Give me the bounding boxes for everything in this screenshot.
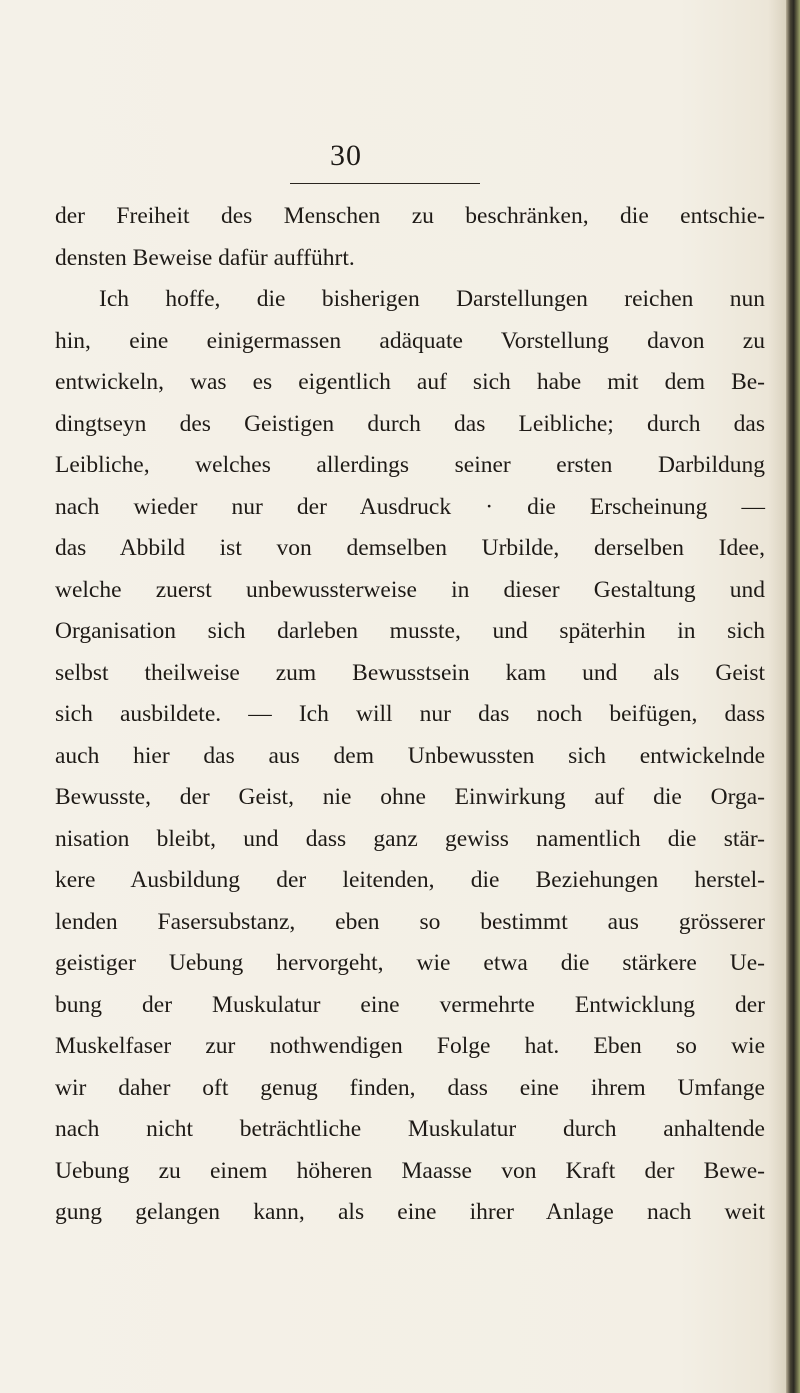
text-line: gung gelangen kann, als eine ihrer Anlage nach weit: [55, 1199, 765, 1225]
text-line: lenden Fasersubstanz, eben so bestimmt aus grösserer: [55, 908, 765, 935]
text-line: welche zuerst unbewussterweise in dieser Gestaltung und: [55, 576, 765, 603]
text-line: sich ausbildete. — Ich will nur das noch beifügen, dass: [55, 701, 765, 727]
text-line: auch hier das aus dem Unbewussten sich entwickelnde: [55, 742, 765, 769]
body-text: [55, 196, 765, 1234]
text-line: hin, eine einigermassen adäquate Vorstellung davon zu: [55, 327, 765, 354]
text-line: densten Beweise dafür aufführt.: [55, 244, 355, 271]
text-line: bung der Muskulatur eine vermehrte Entwicklung der: [55, 991, 765, 1018]
text-line: nach wieder nur der Ausdruck · die Erscheinung —: [55, 493, 765, 520]
text-line: wir daher oft genug finden, dass eine ihrem Umfange: [55, 1074, 765, 1101]
text-line: dingtseyn des Geistigen durch das Leibliche; durch das: [55, 410, 765, 437]
page-number: 30: [330, 139, 362, 172]
text-line: Organisation sich darleben musste, und späterhin in sich: [55, 618, 765, 644]
text-line: nach nicht beträchtliche Muskulatur durch anhaltende: [55, 1116, 765, 1142]
text-line: das Abbild ist von demselben Urbilde, derselben Idee,: [55, 535, 765, 561]
text-line: Bewusste, der Geist, nie ohne Einwirkung auf die Orga-: [55, 784, 765, 810]
text-line: geistiger Uebung hervorgeht, wie etwa die stärkere Ue-: [55, 950, 765, 976]
text-line: kere Ausbildung der leitenden, die Beziehungen herstel-: [55, 867, 765, 893]
text-line: selbst theilweise zum Bewusstsein kam und als Geist: [55, 659, 765, 686]
text-line: entwickeln, was es eigentlich auf sich habe mit dem Be-: [55, 369, 765, 395]
text-line: Leibliche, welches allerdings seiner ersten Darbildung: [55, 452, 765, 478]
text-line: Uebung zu einem höheren Maasse von Kraft der Bewe-: [55, 1157, 765, 1184]
text-line: der Freiheit des Menschen zu beschränken, die entschie-: [55, 203, 765, 229]
text-line: Ich hoffe, die bisherigen Darstellungen reichen nun: [99, 286, 765, 312]
text-line: Muskelfaser zur nothwendigen Folge hat. Eben so wie: [55, 1033, 765, 1059]
binding-edge: [786, 0, 800, 1393]
text-line: nisation bleibt, und dass ganz gewiss namentlich die stär-: [55, 825, 765, 852]
header-rule: [290, 183, 480, 184]
